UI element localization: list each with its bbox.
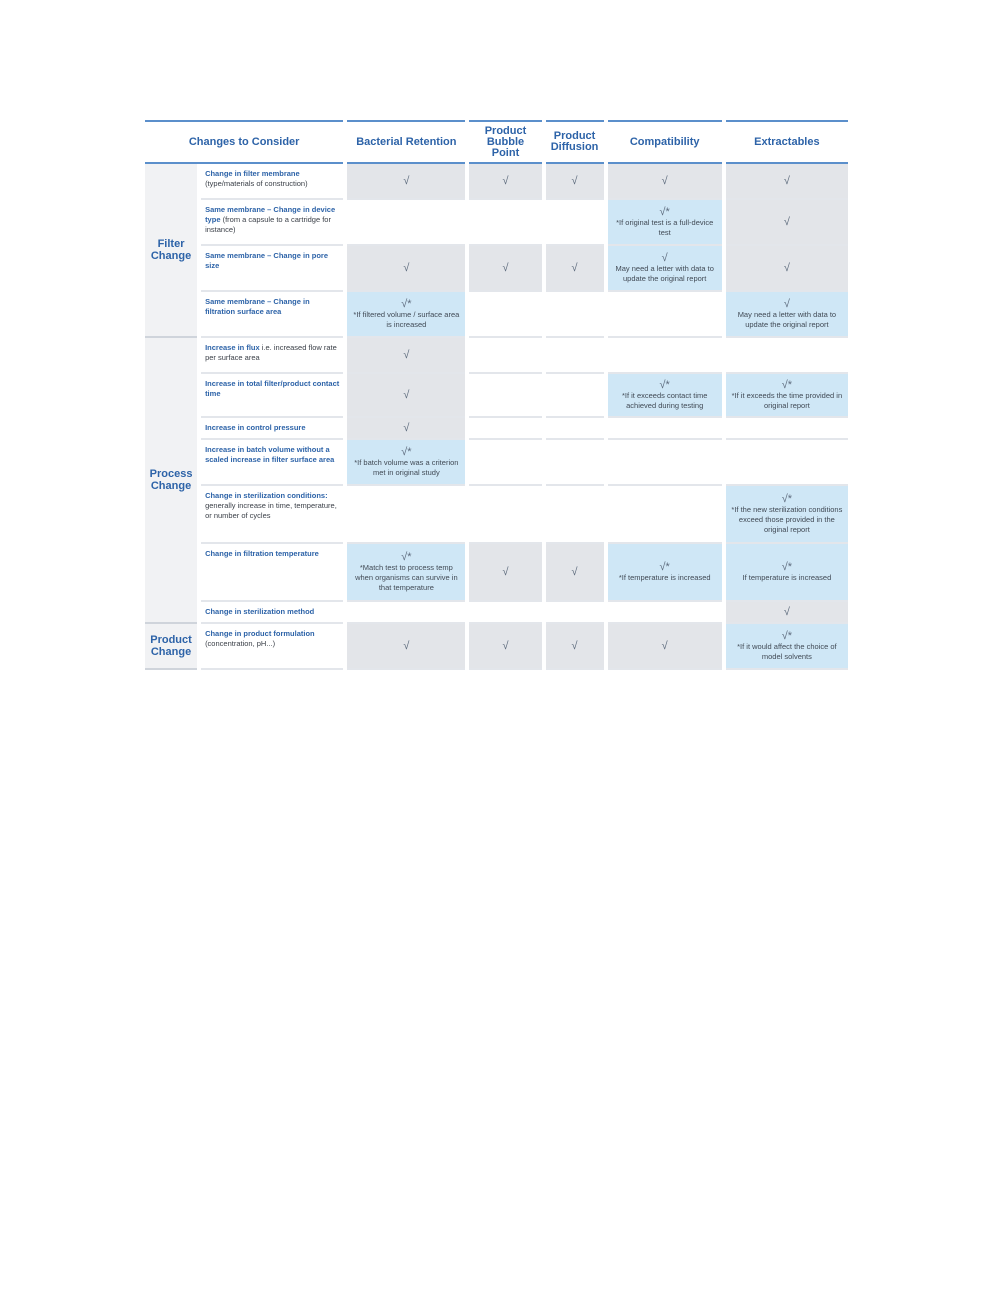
condition-note: *If it would affect the choice of model solvents	[737, 642, 837, 661]
change-detail: (from a capsule to a cartridge for instance)	[205, 215, 331, 234]
cell-check	[608, 624, 722, 670]
cell-empty	[546, 292, 604, 338]
check-mark: √	[502, 262, 509, 274]
header-bacterial-retention: Bacterial Retention	[347, 120, 465, 164]
comparison-table-container	[145, 120, 848, 670]
cell-empty	[608, 602, 722, 624]
check-mark: √	[783, 216, 790, 228]
change-title: Increase in flux	[205, 343, 260, 352]
change-assessment-table	[141, 120, 852, 670]
cell-check	[347, 338, 465, 374]
cell-empty	[469, 486, 541, 544]
table-row	[145, 624, 848, 670]
check-mark: √*	[401, 551, 412, 563]
check-mark: √	[783, 175, 790, 187]
group-label-process: Process Change	[145, 338, 197, 624]
cell-empty	[546, 602, 604, 624]
table-row	[145, 246, 848, 292]
cell-empty	[726, 338, 848, 374]
check-mark: √	[661, 252, 668, 264]
table-row	[145, 164, 848, 200]
check-mark: √	[661, 175, 668, 187]
cell-conditional	[347, 440, 465, 486]
group-label-filter: Filter Change	[145, 164, 197, 338]
check-mark: √	[502, 175, 509, 187]
cell-empty	[608, 486, 722, 544]
check-mark: √*	[659, 561, 670, 573]
cell-check	[546, 246, 604, 292]
change-cell	[201, 246, 343, 292]
cell-check	[608, 164, 722, 200]
check-mark: √	[403, 422, 410, 434]
cell-check	[546, 624, 604, 670]
header-row	[145, 120, 848, 164]
cell-conditional	[608, 246, 722, 292]
change-cell	[201, 624, 343, 670]
cell-empty	[469, 418, 541, 440]
cell-check	[726, 246, 848, 292]
check-mark: √*	[659, 206, 670, 218]
change-detail: i.e. increased flow rate per surface area	[205, 343, 337, 362]
cell-check	[469, 246, 541, 292]
header-diffusion: Product Diffusion	[546, 120, 604, 164]
check-mark: √	[571, 566, 578, 578]
change-title: Change in filtration temperature	[205, 549, 319, 558]
cell-conditional	[608, 200, 722, 246]
check-mark: √	[502, 640, 509, 652]
cell-empty	[726, 418, 848, 440]
cell-empty	[546, 440, 604, 486]
change-title: Change in filter membrane	[205, 169, 300, 178]
change-detail: (concentration, pH...)	[205, 639, 276, 648]
table-row	[145, 200, 848, 246]
check-mark: √*	[781, 379, 793, 391]
condition-note: May need a letter with data to update the original report	[737, 310, 837, 329]
cell-empty	[608, 338, 722, 374]
change-title: Change in sterilization method	[205, 607, 315, 616]
table-row	[145, 374, 848, 418]
cell-conditional	[347, 292, 465, 338]
check-mark: √	[403, 175, 410, 187]
check-mark: √	[783, 606, 790, 618]
cell-check	[726, 602, 848, 624]
cell-check	[726, 164, 848, 200]
check-mark: √	[571, 262, 578, 274]
check-mark: √*	[781, 561, 793, 573]
cell-conditional	[347, 544, 465, 602]
cell-conditional	[726, 486, 848, 544]
check-mark: √	[783, 262, 790, 274]
check-mark: √	[403, 349, 410, 361]
cell-empty	[726, 440, 848, 486]
change-title: Change in sterilization conditions:	[205, 491, 328, 500]
check-mark: √*	[401, 298, 412, 310]
cell-conditional	[726, 374, 848, 418]
condition-note: *If it exceeds contact time achieved during testing	[621, 391, 708, 410]
cell-empty	[469, 440, 541, 486]
cell-check	[546, 544, 604, 602]
cell-empty	[546, 338, 604, 374]
change-title: Increase in batch volume without a scaled increase in filter surface area	[205, 445, 335, 464]
cell-conditional	[608, 544, 722, 602]
cell-empty	[546, 200, 604, 246]
cell-check	[469, 544, 541, 602]
condition-note: *Match test to process temp when organisms can survive in that temperature	[355, 563, 458, 592]
header-extractables: Extractables	[726, 120, 848, 164]
cell-empty	[546, 418, 604, 440]
cell-empty	[469, 602, 541, 624]
header-bubble-point: Product Bubble Point	[469, 120, 541, 164]
check-mark: √	[403, 640, 410, 652]
check-mark: √	[571, 175, 578, 187]
condition-note: *If filtered volume / surface area is increased	[353, 310, 460, 329]
cell-empty	[546, 486, 604, 544]
cell-conditional	[726, 292, 848, 338]
table-row	[145, 486, 848, 544]
change-cell	[201, 602, 343, 624]
change-cell	[201, 292, 343, 338]
change-cell	[201, 164, 343, 200]
cell-empty	[347, 602, 465, 624]
cell-conditional	[726, 624, 848, 670]
table-row	[145, 418, 848, 440]
condition-note: May need a letter with data to update the original report	[615, 264, 714, 283]
cell-empty	[347, 486, 465, 544]
cell-empty	[608, 440, 722, 486]
header-changes: Changes to Consider	[145, 120, 343, 164]
change-cell	[201, 440, 343, 486]
check-mark: √*	[659, 379, 670, 391]
cell-conditional	[608, 374, 722, 418]
change-detail: generally increase in time, temperature, or number of cycles	[205, 501, 337, 520]
change-cell	[201, 486, 343, 544]
check-mark: √*	[781, 493, 793, 505]
cell-check	[347, 164, 465, 200]
cell-check	[347, 246, 465, 292]
change-cell	[201, 338, 343, 374]
condition-note: *If batch volume was a criterion met in original study	[354, 458, 459, 477]
cell-empty	[347, 200, 465, 246]
condition-note: *If temperature is increased	[618, 573, 711, 582]
change-title: Increase in control pressure	[205, 423, 306, 432]
table-row	[145, 338, 848, 374]
condition-note: *If original test is a full-device test	[616, 218, 714, 237]
check-mark: √	[502, 566, 509, 578]
check-mark: √	[403, 262, 410, 274]
table-row	[145, 544, 848, 602]
table-row	[145, 292, 848, 338]
cell-empty	[469, 292, 541, 338]
cell-check	[469, 164, 541, 200]
group-label-product: Product Change	[145, 624, 197, 670]
cell-conditional	[726, 544, 848, 602]
cell-check	[546, 164, 604, 200]
cell-check	[347, 624, 465, 670]
check-mark: √	[403, 389, 410, 401]
cell-check	[469, 624, 541, 670]
change-cell	[201, 418, 343, 440]
change-title: Same membrane – Change in filtration surface area	[205, 297, 310, 316]
condition-note: If temperature is increased	[742, 573, 832, 582]
check-mark: √	[571, 640, 578, 652]
check-mark: √*	[781, 630, 793, 642]
change-cell	[201, 200, 343, 246]
change-cell	[201, 374, 343, 418]
cell-check	[726, 200, 848, 246]
cell-empty	[469, 200, 541, 246]
check-mark: √	[783, 298, 790, 310]
cell-empty	[469, 374, 541, 418]
change-cell	[201, 544, 343, 602]
change-title: Same membrane – Change in pore size	[205, 251, 329, 270]
cell-check	[347, 374, 465, 418]
cell-empty	[469, 338, 541, 374]
cell-empty	[608, 418, 722, 440]
table-row	[145, 602, 848, 624]
table-row	[145, 440, 848, 486]
check-mark: √	[661, 640, 668, 652]
change-title: Change in product formulation	[205, 629, 315, 638]
condition-note: *If the new sterilization conditions exceed those provided in the original report	[731, 505, 843, 534]
cell-empty	[546, 374, 604, 418]
header-compatibility: Compatibility	[608, 120, 722, 164]
cell-empty	[608, 292, 722, 338]
cell-check	[347, 418, 465, 440]
change-title: Same membrane – Change in device type	[205, 205, 336, 224]
change-title: Increase in total filter/product contact time	[205, 379, 340, 398]
change-detail: (type/materials of construction)	[205, 179, 308, 188]
check-mark: √*	[401, 446, 412, 458]
condition-note: *If it exceeds the time provided in original report	[731, 391, 843, 410]
